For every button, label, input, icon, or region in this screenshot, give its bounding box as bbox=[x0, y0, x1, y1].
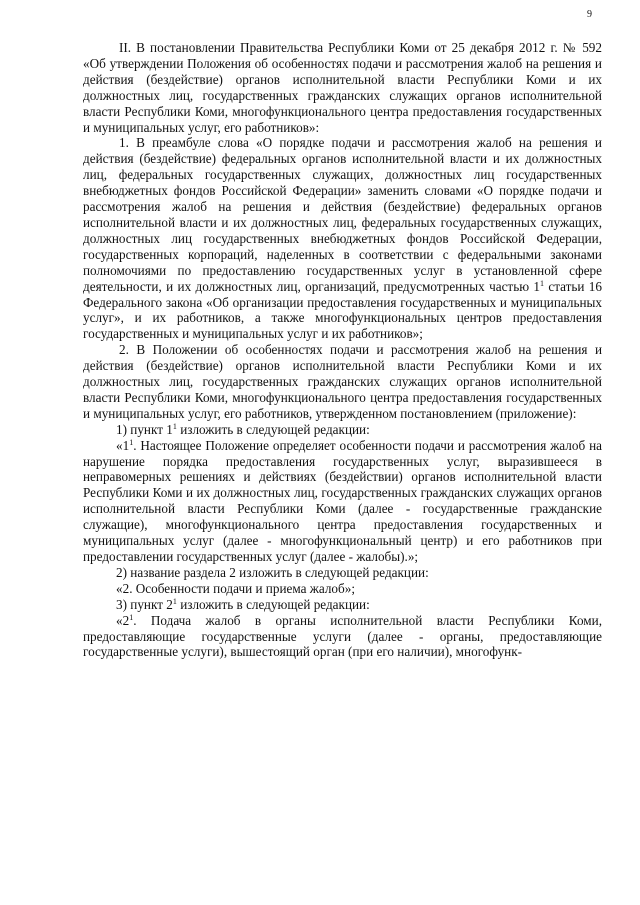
paragraph-text: 2. В Положении об особенностях подачи и рассмотрения жалоб на решения и действия (бездействие) органов исполнительной власти Республики Коми и их должностных лиц, государственных гражданских служащих органов исполнительной власти Республики Коми, многофункционального центра предоставления государственных и муниципальных услуг, его работников, утвержденном постановлением (приложение): bbox=[83, 342, 602, 421]
paragraph-text: изложить в следующей редакции: bbox=[176, 596, 370, 612]
paragraph-point-1-1-text bbox=[83, 438, 602, 565]
paragraph-text: 1) пункт 1 bbox=[116, 421, 173, 437]
paragraph-text: «2. Особенности подачи и приема жалоб»; bbox=[116, 580, 355, 596]
superscript: 1 bbox=[129, 437, 134, 447]
superscript: 1 bbox=[540, 278, 544, 288]
paragraph-text: 2) название раздела 2 изложить в следующей редакции: bbox=[116, 564, 429, 580]
paragraph-text: 3) пункт 2 bbox=[116, 596, 173, 612]
paragraph-text: . Подача жалоб в органы исполнительной власти Республики Коми, предоставляющие государственные услуги (далее - органы, предоставляющие государственные услуги), вышестоящий орган (при его наличии), многофунк- bbox=[83, 612, 602, 660]
paragraph-text: «1 bbox=[116, 437, 130, 453]
superscript: 1 bbox=[172, 596, 177, 606]
paragraph-item-2-regulation bbox=[83, 342, 602, 422]
paragraph-text: II. В постановлении Правительства Республики Коми от 25 декабря 2012 г. № 592 «Об утверждении Положения об особенностях подачи и рассмотрения жалоб на решения и действия (бездействие) органов исполнительной власти Республики Коми и их должностных лиц, государственных гражданских служащих органов исполнительной власти Республики Коми, многофункционального центра предоставления государственных и муниципальных услуг, его работников»: bbox=[83, 40, 602, 135]
paragraph-text: 1. В преамбуле слова «О порядке подачи и рассмотрения жалоб на решения и действия (бездействие) федеральных органов исполнительной власти и их должностных лиц, федеральных государственных служащих, должностных лиц государственных внебюджетных фондов Российской Федерации» заменить словами «О порядке подачи и рассмотрения жалоб на решения и действия (бездействие) федеральных органов исполнительной власти и их должностных лиц, федеральных государственных служащих, должностных лиц государственных внебюджетных фондов Российской Федерации, государственных корпораций, наделенных в соответствии с федеральными законами полномочиями по предоставлению государственных услуг в установленной сфере деятельности, и их должностных лиц, организаций, предусмотренных частью 1 bbox=[83, 135, 602, 294]
paragraph-section-ii bbox=[83, 40, 602, 135]
paragraph-text: . Настоящее Положение определяет особенности подачи и рассмотрения жалоб на нарушение порядка предоставления государственных услуг, выразившееся в неправомерных решениях и действиях (бездействии) органов исполнительной власти Республики Коми и их должностных лиц, государственных гражданских служащих органов исполнительной власти Республики Коми (далее - государственные гражданские служащие), многофункционального центра предоставления государственных и муниципальных услуг (далее - многофункциональный центр) и его работников при предоставлении государственных услуг (далее - жалобы).»; bbox=[83, 437, 602, 564]
paragraph-subitem-2 bbox=[83, 565, 602, 581]
paragraph-text: изложить в следующей редакции: bbox=[176, 421, 370, 437]
paragraph-subitem-1 bbox=[83, 422, 602, 438]
paragraph-subitem-3 bbox=[83, 597, 602, 613]
paragraph-text: «2 bbox=[116, 612, 130, 628]
page-number: 9 bbox=[587, 9, 592, 20]
paragraph-item-1-preamble bbox=[83, 135, 602, 342]
paragraph-section-2-title bbox=[83, 581, 602, 597]
superscript: 1 bbox=[172, 421, 177, 431]
superscript: 1 bbox=[129, 612, 134, 622]
paragraph-point-2-1-text bbox=[83, 613, 602, 661]
paragraph-text: статьи 16 Федерального закона «Об организации предоставления государственных и муниципальных услуг», и их работников, а также многофункциональных центров предоставления государственных и муниципальных услуг и их работников»; bbox=[83, 278, 602, 342]
